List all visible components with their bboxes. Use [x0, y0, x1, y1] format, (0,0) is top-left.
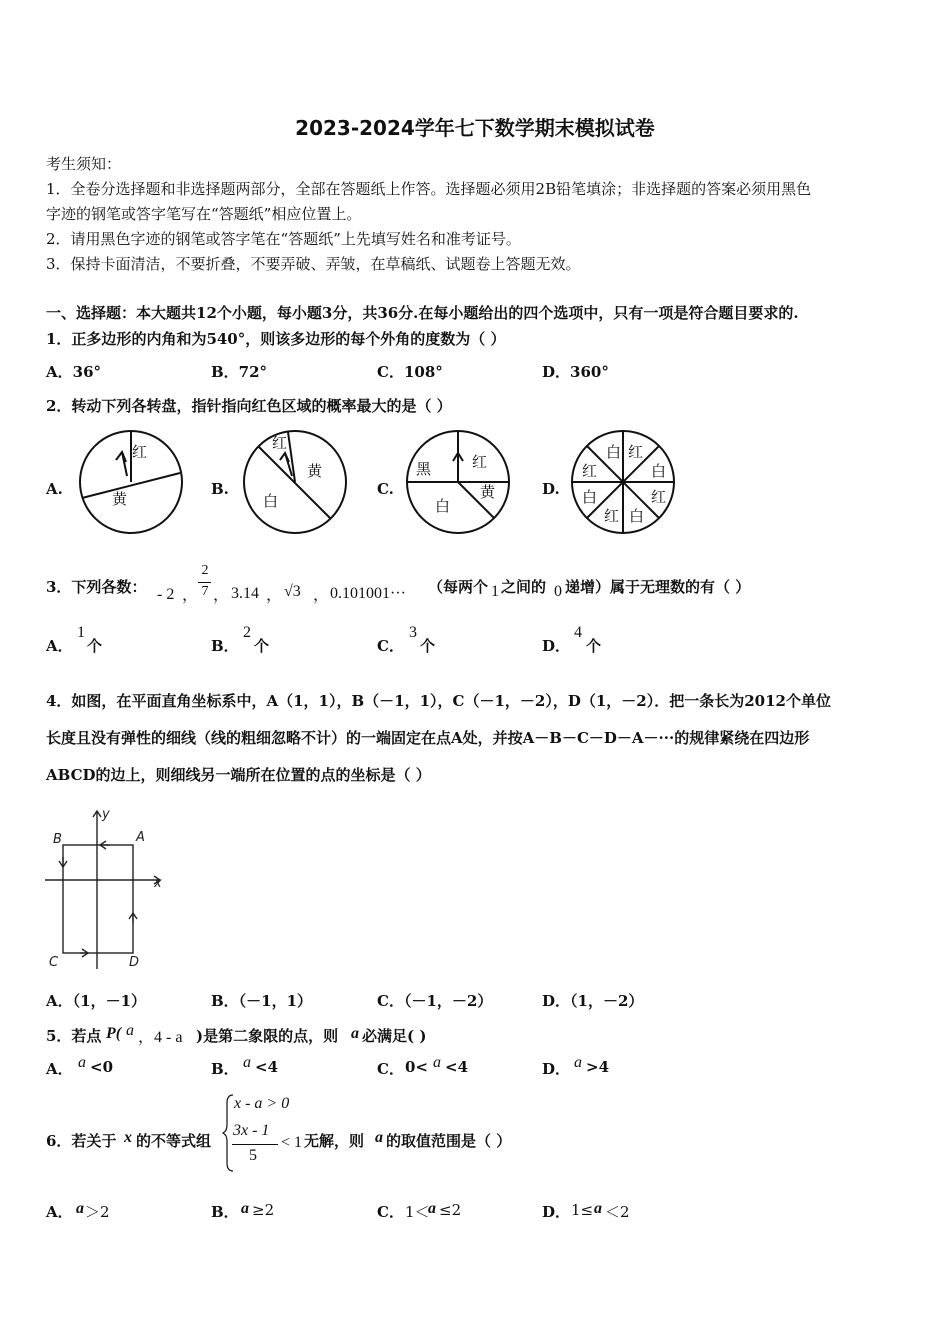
notice-line-1a: 1．全卷分选择题和非选择题两部分，全部在答题纸上作答。选择题必须用2B铅笔填涂；非选择题的答案必须用黑色: [46, 180, 812, 198]
q1-option-a[interactable]: A．36°: [46, 363, 102, 381]
section-heading: 一、选择题：本大题共12个小题，每小题3分，共36分.在每小题给出的四个选项中，只有一项是符合题目要求的.: [46, 304, 799, 322]
q3-option-a-label[interactable]: A．: [46, 637, 73, 655]
notice-line-2: 2．请用黑色字迹的钢笔或答字笔在“答题纸”上先填写姓名和准考证号。: [46, 230, 521, 248]
q3-option-c-label[interactable]: C．: [377, 637, 404, 655]
q1-option-c[interactable]: C．108°: [377, 363, 443, 381]
q4-coordinate-figure: [40, 805, 170, 975]
q3-option-d-unit: 个: [586, 637, 602, 655]
q6-option-a-label[interactable]: A．: [46, 1203, 73, 1221]
q3-number-sqrt3: √3: [284, 583, 301, 600]
spinner-c-red-label: 红: [472, 453, 488, 471]
label-d: D: [129, 955, 140, 970]
q6-option-a-var: a: [76, 1200, 84, 1217]
spinner-d-label-3: 红: [582, 462, 598, 480]
q2-option-d[interactable]: D.: [542, 480, 560, 498]
spinner-d-label-6: 红: [651, 488, 667, 506]
q5-option-c-label[interactable]: C．: [377, 1060, 404, 1078]
label-c: C: [49, 955, 59, 970]
q1-stem: 1．正多边形的内角和为540°，则该多边形的每个外角的度数为（ ）: [46, 330, 506, 348]
q6-option-d-label[interactable]: D．: [542, 1203, 571, 1221]
q6-option-b-rel: ≥2: [252, 1201, 275, 1219]
q6-option-b-label[interactable]: B．: [211, 1203, 239, 1221]
spinner-d-label-8: 白: [629, 507, 645, 525]
q6-inequality-2-rel: < 1: [281, 1134, 303, 1151]
q3-option-d-label[interactable]: D．: [542, 637, 571, 655]
q6-x: x: [124, 1129, 132, 1146]
spinner-b-yellow-label: 黄: [307, 462, 323, 480]
q6-option-c-rel: ≤2: [439, 1201, 462, 1219]
q4-option-d[interactable]: D．（1，－2）: [542, 992, 644, 1010]
spinner-a-pointer-head: [116, 452, 126, 462]
q5-option-a-var: a: [78, 1054, 86, 1071]
q5-option-c-pre: 0<: [405, 1058, 429, 1076]
q6-stem-mid: 的不等式组: [136, 1132, 212, 1150]
q3-stem-tail-b: 之间的: [501, 578, 547, 596]
spinner-d-label-1: 白: [606, 443, 622, 461]
q4-option-b[interactable]: B．（－1，1）: [211, 992, 313, 1010]
q6-a: a: [375, 1129, 383, 1146]
spinner-c-yellow-label: 黄: [480, 483, 496, 501]
label-a: A: [136, 830, 145, 845]
q2-option-c[interactable]: C.: [377, 480, 394, 498]
q5-option-b-var: a: [243, 1054, 251, 1071]
q4-option-a[interactable]: A．（1，－1）: [46, 992, 147, 1010]
q5-option-b-label[interactable]: B．: [211, 1060, 239, 1078]
notice-line-3: 3．保持卡面清洁，不要折叠，不要弄破、弄皱，在草稿纸、试题卷上答题无效。: [46, 255, 581, 273]
q5-option-a-label[interactable]: A．: [46, 1060, 73, 1078]
q6-option-c-var: a: [428, 1200, 436, 1217]
q1-option-d[interactable]: D．360°: [542, 363, 609, 381]
q6-stem-end: 的取值范围是（ ）: [386, 1132, 512, 1150]
q3-option-c-unit: 个: [420, 637, 436, 655]
q6-fraction-bar: [232, 1144, 278, 1145]
q5-a-2: a: [351, 1025, 359, 1042]
q4-option-c[interactable]: C．（－1，－2）: [377, 992, 493, 1010]
q3-stem-tail-c: 递增）属于无理数的有（ ）: [565, 578, 751, 596]
q2-stem: 2．转动下列各转盘，指针指向红色区域的概率最大的是（ ）: [46, 397, 452, 415]
q3-one: 1: [491, 583, 499, 600]
q3-number-314: 3.14: [231, 585, 259, 602]
notice-line-1b: 字迹的钢笔或答字笔写在“答题纸”相应位置上。: [46, 205, 362, 223]
q3-option-a-unit: 个: [87, 637, 103, 655]
q3-stem-tail-a: （每两个: [428, 578, 489, 596]
q6-inequality-1: x - a > 0: [234, 1095, 290, 1112]
notice-heading: 考生须知：: [46, 155, 122, 173]
spinner-b-white-label: 白: [263, 492, 279, 510]
q5-stem-mid: )是第二象限的点，则: [196, 1027, 339, 1045]
q5-second-coordinate: ，4 - a: [138, 1029, 183, 1046]
q3-number-decimal: 0.101001···: [330, 585, 406, 602]
q5-option-d-var: a: [574, 1054, 582, 1071]
q3-fraction-denominator: 7: [201, 584, 209, 599]
q5-stem-start: 5．若点: [46, 1027, 102, 1045]
q6-stem-mid-2: 无解，则: [304, 1132, 365, 1150]
page-title: 2023-2024学年七下数学期末模拟试卷: [295, 116, 655, 140]
q1-option-b[interactable]: B．72°: [211, 363, 268, 381]
label-y: y: [102, 807, 110, 822]
q3-option-d-number: 4: [574, 624, 582, 641]
q5-option-b-rel: <4: [255, 1058, 279, 1076]
q4-stem-line-3: ABCD的边上，则细线另一端所在位置的点的坐标是（ ）: [46, 766, 431, 784]
spinner-d-label-7: 红: [604, 507, 620, 525]
q6-option-b-var: a: [241, 1200, 249, 1217]
q3-fraction-numerator: 2: [201, 563, 209, 578]
q3-option-a-number: 1: [77, 624, 85, 641]
q6-fraction-denominator: 5: [249, 1147, 257, 1164]
q5-option-d-rel: >4: [586, 1058, 610, 1076]
label-b: B: [53, 832, 62, 847]
q6-option-a-rel: ＞2: [85, 1203, 110, 1221]
q5-option-a-rel: <0: [90, 1058, 114, 1076]
q3-number-neg2: - 2: [157, 586, 175, 603]
q5-option-d-label[interactable]: D．: [542, 1060, 571, 1078]
q3-option-c-number: 3: [409, 624, 417, 641]
q6-stem-start: 6．若关于: [46, 1132, 117, 1150]
label-x: x: [154, 876, 162, 891]
q2-option-b[interactable]: B.: [211, 480, 229, 498]
rectangle-abcd: [63, 845, 133, 953]
q2-option-a[interactable]: A.: [46, 480, 63, 498]
spinner-d-label-4: 白: [651, 462, 667, 480]
q4-stem-line-2: 长度且没有弹性的细线（线的粗细忽略不计）的一端固定在点A处，并按A－B－C－D－A－···的规律紧绕在四边形: [46, 729, 810, 747]
q2-spinners-figure: [70, 427, 690, 541]
spinner-b-red-label: 红: [272, 434, 288, 452]
spinner-a-yellow-label: 黄: [112, 490, 128, 508]
q6-option-d-var: a: [594, 1200, 602, 1217]
q5-a: a: [126, 1022, 134, 1039]
q3-zero: 0: [554, 583, 562, 600]
spinner-d-label-5: 白: [582, 488, 598, 506]
q5-option-c-rel: <4: [445, 1058, 469, 1076]
q6-fraction-numerator: 3x - 1: [233, 1122, 270, 1139]
q6-option-c-label[interactable]: C．: [377, 1203, 404, 1221]
q3-option-b-number: 2: [243, 624, 251, 641]
spinner-d-label-2: 红: [628, 443, 644, 461]
q3-option-b-unit: 个: [254, 637, 270, 655]
spinner-b-pointer-head: [280, 453, 289, 462]
q4-stem-line-1: 4．如图，在平面直角坐标系中，A（1，1），B（－1，1），C（－1，－2），D（1，－2）．把一条长为2012个单位: [46, 692, 831, 710]
spinner-c-white-label: 白: [435, 497, 451, 515]
q3-fraction-bar: [198, 582, 211, 583]
q5-option-c-var: a: [433, 1054, 441, 1071]
spinner-a-red-label: 红: [132, 443, 148, 461]
spinner-c-black-label: 黑: [416, 460, 432, 478]
q3-option-b-label[interactable]: B．: [211, 637, 239, 655]
q3-stem-start: 3．下列各数：: [46, 578, 147, 596]
q5-stem-end: 必满足( ): [362, 1027, 427, 1045]
q6-option-d-pre: 1≤: [571, 1201, 594, 1219]
q5-point-p: P(: [106, 1025, 122, 1042]
q6-option-c-pre: 1＜: [405, 1203, 430, 1221]
q6-option-d-rel: ＜2: [605, 1203, 630, 1221]
